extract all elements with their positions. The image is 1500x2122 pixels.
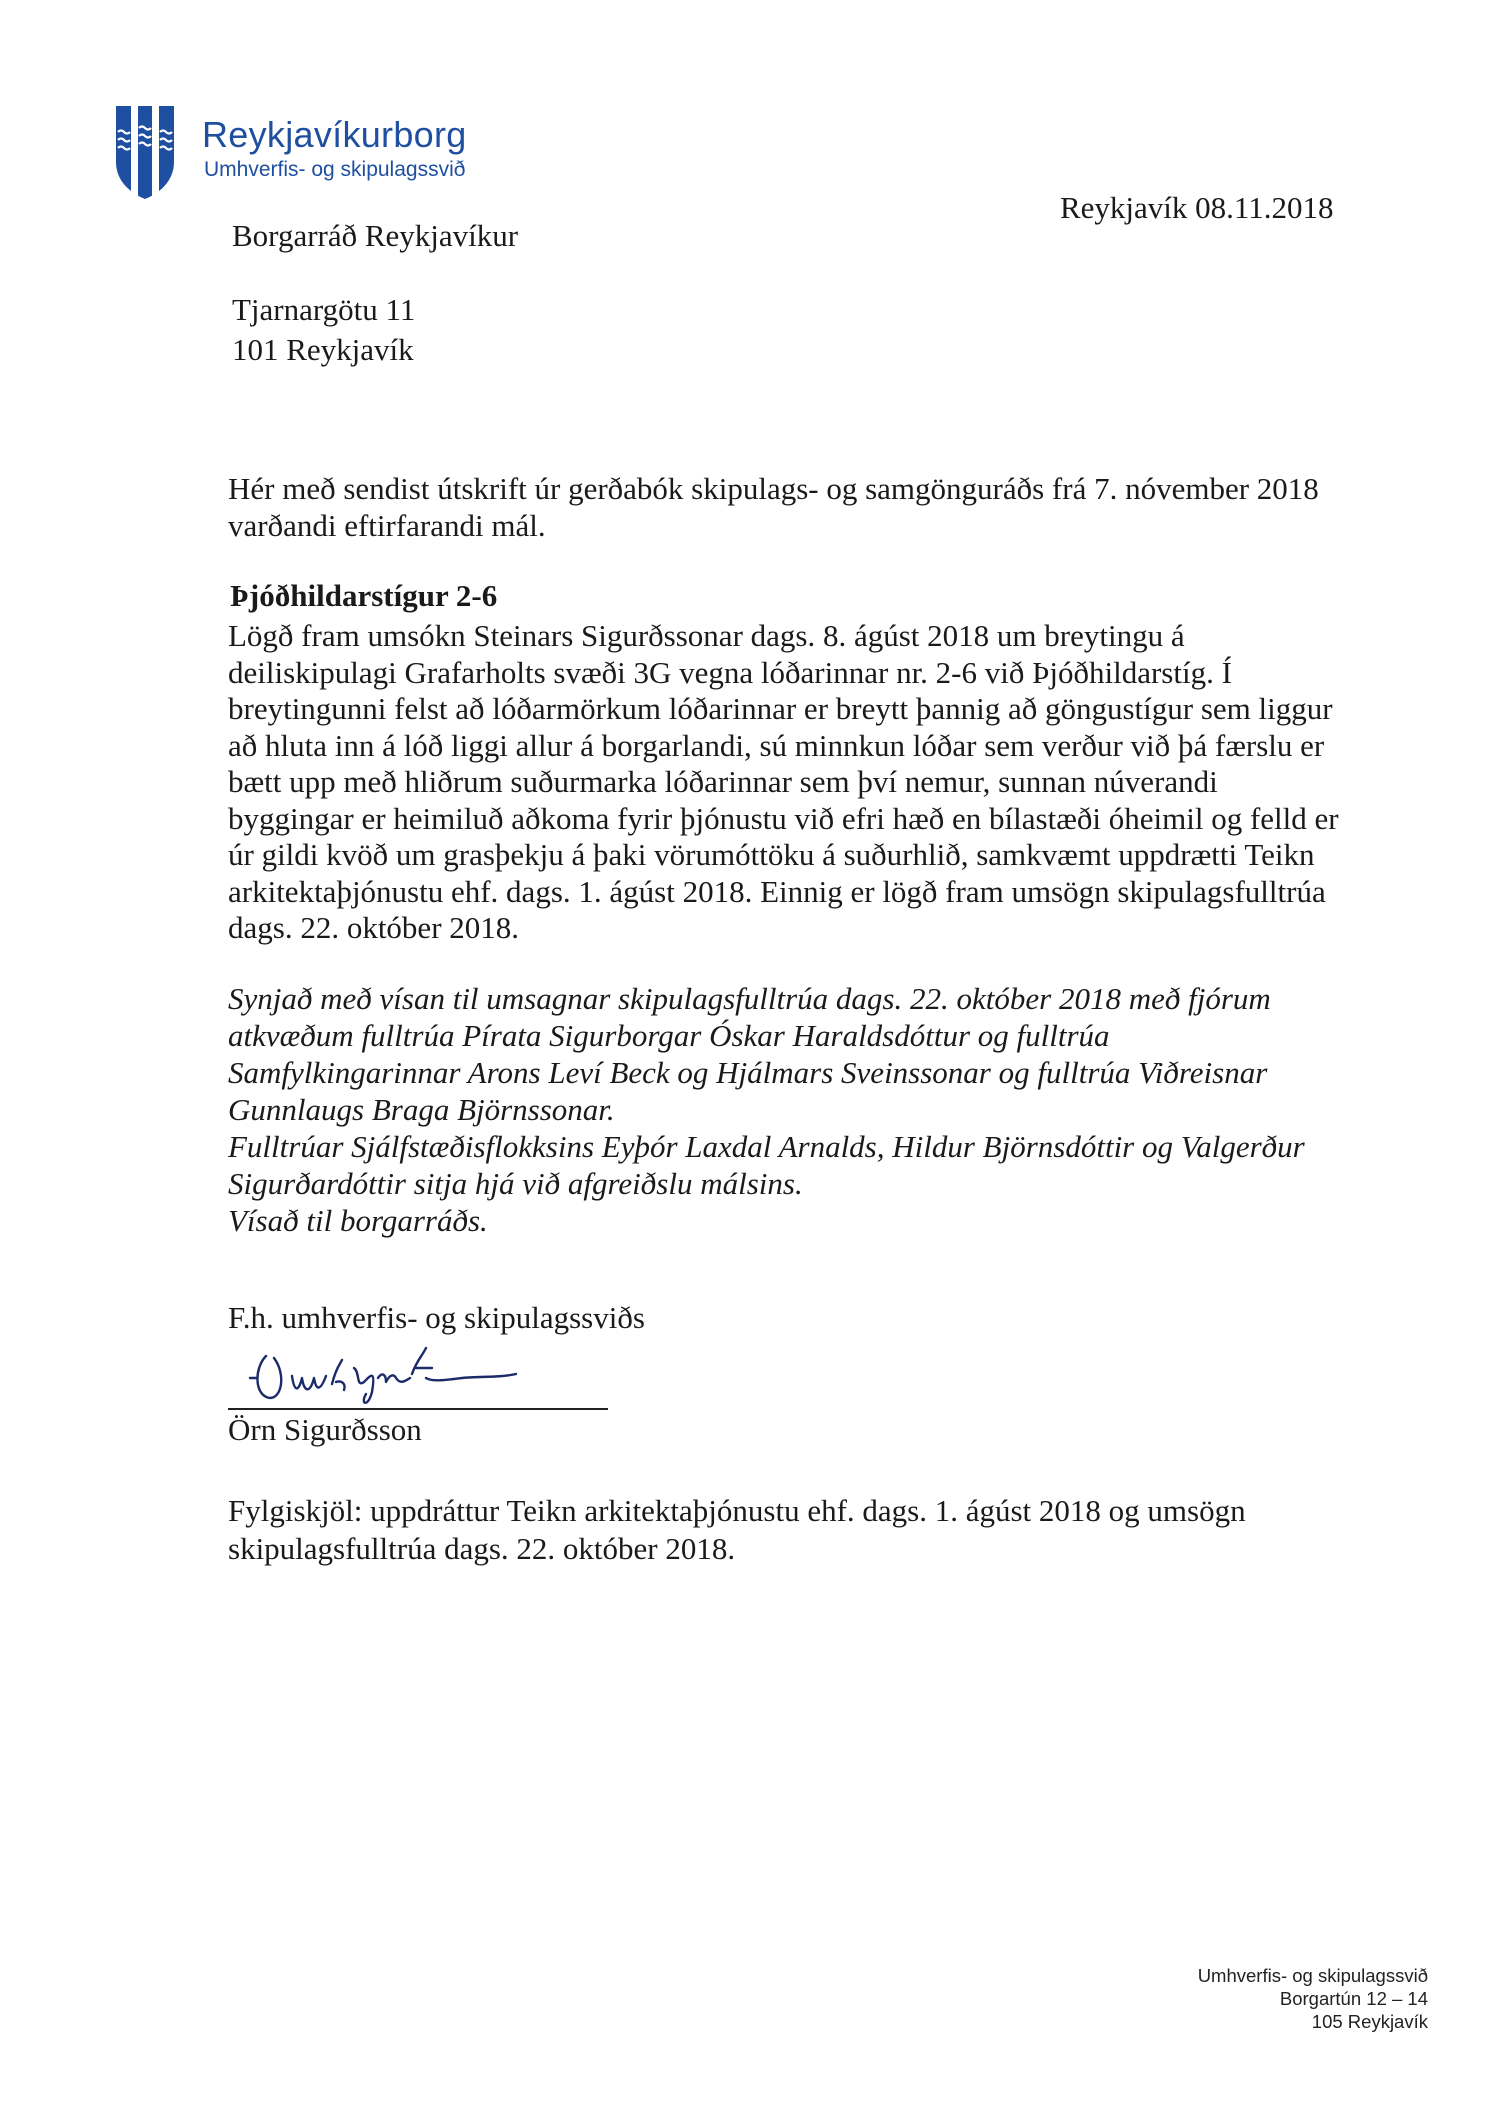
case-body: Lögð fram umsókn Steinars Sigurðssonar dags. 8. ágúst 2018 um breytingu á deiliskipulagi Grafarholts svæði 3G vegna lóðarinnar nr. 2-6 við Þjóðhildarstíg. Í breytingunni felst að lóðarmörkum lóðarinnar er breytt þannig að göngustígur sem liggur að hluta inn á lóð liggi allur á borgarlandi, sú minnkun lóðar sem verður við þá færslu er bætt upp með hliðrum suðurmarka lóðarinnar sem því nemur, sunnan núverandi byggingar er heimiluð aðkoma fyrir þjónustu við efri hæð en bílastæði óheimil og felld er úr gildi kvöð um grasþekju á þaki vörumóttöku á suðurhlið, samkvæmt uppdrætti Teikn arkitektaþjónustu ehf. dags. 1. ágúst 2018. Einnig er lögð fram umsögn skipulagsfulltrúa dags. 22. október 2018. — [228, 618, 1339, 945]
decision-referral: Vísað til borgarráðs. — [228, 1203, 488, 1238]
footer-address — [1198, 1964, 1428, 2033]
decision-block — [228, 980, 1348, 1239]
letter-date: Reykjavík 08.11.2018 — [1060, 190, 1334, 225]
organization-name: Reykjavíkurborg — [202, 114, 467, 155]
recipient-address — [232, 290, 415, 370]
footer-department: Umhverfis- og skipulagssvið — [1197, 1965, 1428, 1986]
handwritten-signature — [236, 1338, 576, 1418]
recipient-city: 101 Reykjavík — [232, 332, 414, 367]
recipient-name: Borgarráð Reykjavíkur — [232, 218, 519, 253]
recipient-street: Tjarnargötu 11 — [232, 292, 416, 327]
signer-name: Örn Sigurðsson — [228, 1412, 422, 1447]
attachments-note: Fylgiskjöl: uppdráttur Teikn arkitektaþjónustu ehf. dags. 1. ágúst 2018 og umsögn skipulagsfulltrúa dags. 22. október 2018. — [228, 1493, 1246, 1566]
case-title: Þjóðhildarstígur 2-6 — [230, 578, 498, 613]
reykjavik-shield-icon — [114, 104, 176, 200]
intro-paragraph: Hér með sendist útskrift úr gerðabók skipulags- og samgönguráðs frá 7. nóvember 2018 varðandi eftirfarandi mál. — [228, 471, 1319, 543]
signature-line — [228, 1408, 608, 1410]
department-name: Umhverfis- og skipulagssvið — [204, 158, 466, 181]
footer-city: 105 Reykjavík — [1311, 2011, 1428, 2032]
on-behalf-label: F.h. umhverfis- og skipulagssviðs — [228, 1300, 645, 1335]
decision-abstain: Fulltrúar Sjálfstæðisflokksins Eyþór Laxdal Arnalds, Hildur Björnsdóttir og Valgerður Sigurðardóttir sitja hjá við afgreiðslu málsins. — [228, 1129, 1305, 1201]
footer-street: Borgartún 12 – 14 — [1279, 1988, 1428, 2009]
decision-vote: Synjað með vísan til umsagnar skipulagsfulltrúa dags. 22. október 2018 með fjórum atkvæðum fulltrúa Pírata Sigurborgar Óskar Haraldsdóttur og fulltrúa Samfylkingarinnar Arons Leví Beck og Hjálmars Sveinssonar og fulltrúa Viðreisnar Gunnlaugs Braga Björnssonar. — [228, 981, 1271, 1127]
